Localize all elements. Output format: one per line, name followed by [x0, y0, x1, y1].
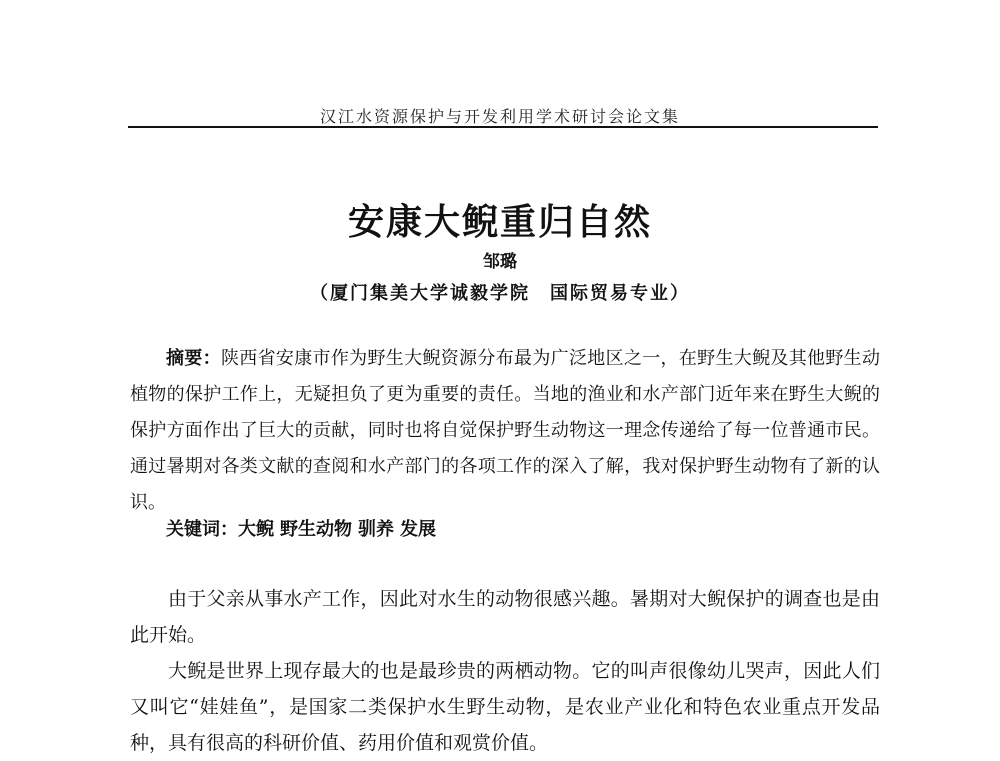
keyword: 野生动物: [280, 519, 352, 540]
paper-title: 安康大鲵重归自然: [347, 201, 652, 243]
author-name: 邹璐: [483, 252, 517, 272]
keyword: 发展: [400, 519, 436, 540]
body-paragraph: 大鲵是世界上现存最大的也是最珍贵的两栖动物。它的叫声很像幼儿哭声，因此人们又叫它“娃娃鱼”，是国家二类保护水生野生动物，是农业产业化和特色农业重点开发品种，具有很高的科研价值、药用价值和观赏价值。: [130, 660, 880, 754]
body-paragraph: 由于父亲从事水产工作，因此对水生的动物很感兴趣。暑期对大鲵保护的调查也是由此开始。: [130, 588, 880, 646]
abstract: [130, 341, 880, 521]
abstract-text: 陕西省安康市作为野生大鲵资源分布最为广泛地区之一，在野生大鲵及其他野生动植物的保护工作上，无疑担负了更为重要的责任。当地的渔业和水产部门近年来在野生大鲵的保护方面作出了巨大的贡献，同时也将自觉保护野生动物这一理念传递给了每一位普通市民。通过暑期对各类文献的查阅和水产部门的各项工作的深入了解，我对保护野生动物有了新的认识。: [130, 348, 881, 513]
keywords: [166, 515, 886, 545]
abstract-label: 摘要：: [166, 348, 221, 369]
body-text: [130, 581, 880, 761]
running-header: 汉江水资源保护与开发利用学术研讨会论文集: [319, 107, 680, 126]
author-affiliation: （厦门集美大学诚毅学院 国际贸易专业）: [310, 283, 690, 304]
abstract-paragraph: [130, 341, 880, 521]
keyword: 大鲵: [238, 519, 274, 540]
header-rule: [128, 126, 878, 128]
keyword: 驯养: [358, 519, 394, 540]
keywords-label: 关键词：: [166, 519, 238, 540]
